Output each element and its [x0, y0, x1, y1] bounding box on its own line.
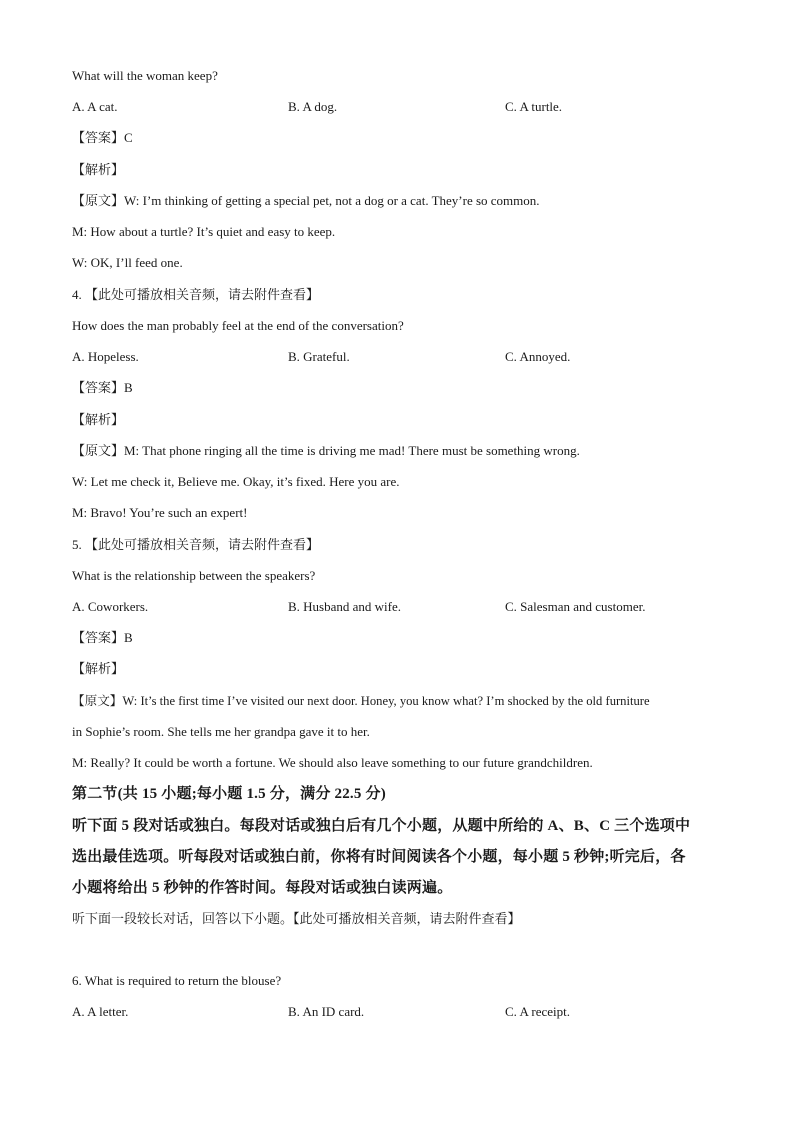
q6-option-c: C. A receipt.: [505, 1004, 570, 1019]
q6-question: 6. What is required to return the blouse?: [72, 973, 282, 988]
q5-heading: 5. 【此处可播放相关音频，请去附件查看】: [72, 537, 320, 552]
q4-transcript-line: M: Bravo! You’re such an expert!: [72, 505, 248, 520]
q4-heading: 4. 【此处可播放相关音频，请去附件查看】: [72, 287, 320, 302]
q5-answer: 【答案】B: [72, 630, 133, 645]
q3-question: What will the woman keep?: [72, 68, 218, 83]
q4-option-a: A. Hopeless.: [72, 349, 139, 364]
section2-instruction-line: 选出最佳选项。听每段对话或独白前，你将有时间阅读各个小题，每小题 5 秒钟;听完后，各: [72, 849, 686, 865]
q4-question: How does the man probably feel at the end of the conversation?: [72, 318, 404, 333]
q6-option-a: A. A letter.: [72, 1004, 129, 1019]
q5-transcript-line: in Sophie’s room. She tells me her grandpa gave it to her.: [72, 724, 370, 739]
q5-question: What is the relationship between the speakers?: [72, 568, 316, 583]
section2-prompt: 听下面一段较长对话，回答以下小题。【此处可播放相关音频，请去附件查看】: [72, 911, 521, 926]
section2-instruction-line: 小题将给出 5 秒钟的作答时间。每段对话或独白读两遍。: [72, 880, 453, 896]
q6-option-b: B. An ID card.: [288, 1004, 365, 1019]
section2-title: 第二节(共 15 小题;每小题 1.5 分，满分 22.5 分): [72, 786, 386, 802]
section2-instruction-line: 听下面 5 段对话或独白。每段对话或独白后有几个小题，从题中所给的 A、B、C 三个选项中: [72, 818, 691, 834]
q4-answer: 【答案】B: [72, 380, 133, 395]
q3-transcript-line: W: OK, I’ll feed one.: [72, 255, 183, 270]
q5-option-b: B. Husband and wife.: [288, 599, 402, 614]
q5-option-c: C. Salesman and customer.: [505, 599, 646, 614]
q3-option-c: C. A turtle.: [505, 99, 563, 114]
q4-transcript-line: W: Let me check it, Believe me. Okay, it’s fixed. Here you are.: [72, 474, 400, 489]
q5-transcript-line: 【原文】W: It’s the first time I’ve visited our next door. Honey, you know what? I’m shocked by the old furniture: [72, 694, 650, 708]
q3-answer: 【答案】C: [72, 130, 133, 145]
q3-transcript-line: M: How about a turtle? It’s quiet and easy to keep.: [72, 224, 336, 239]
q5-option-a: A. Coworkers.: [72, 599, 149, 614]
q4-transcript-line: 【原文】M: That phone ringing all the time is driving me mad! There must be something wrong.: [72, 443, 580, 458]
q5-transcript-line: M: Really? It could be worth a fortune. We should also leave something to our future grandchildren.: [72, 755, 593, 770]
q3-transcript-line: 【原文】W: I’m thinking of getting a special pet, not a dog or a cat. They’re so common.: [72, 193, 540, 208]
q4-option-c: C. Annoyed.: [505, 349, 571, 364]
q4-option-b: B. Grateful.: [288, 349, 350, 364]
q3-analysis: 【解析】: [72, 162, 125, 177]
q3-option-b: B. A dog.: [288, 99, 338, 114]
q4-analysis: 【解析】: [72, 412, 125, 427]
q5-analysis: 【解析】: [72, 661, 125, 676]
q3-option-a: A. A cat.: [72, 99, 118, 114]
